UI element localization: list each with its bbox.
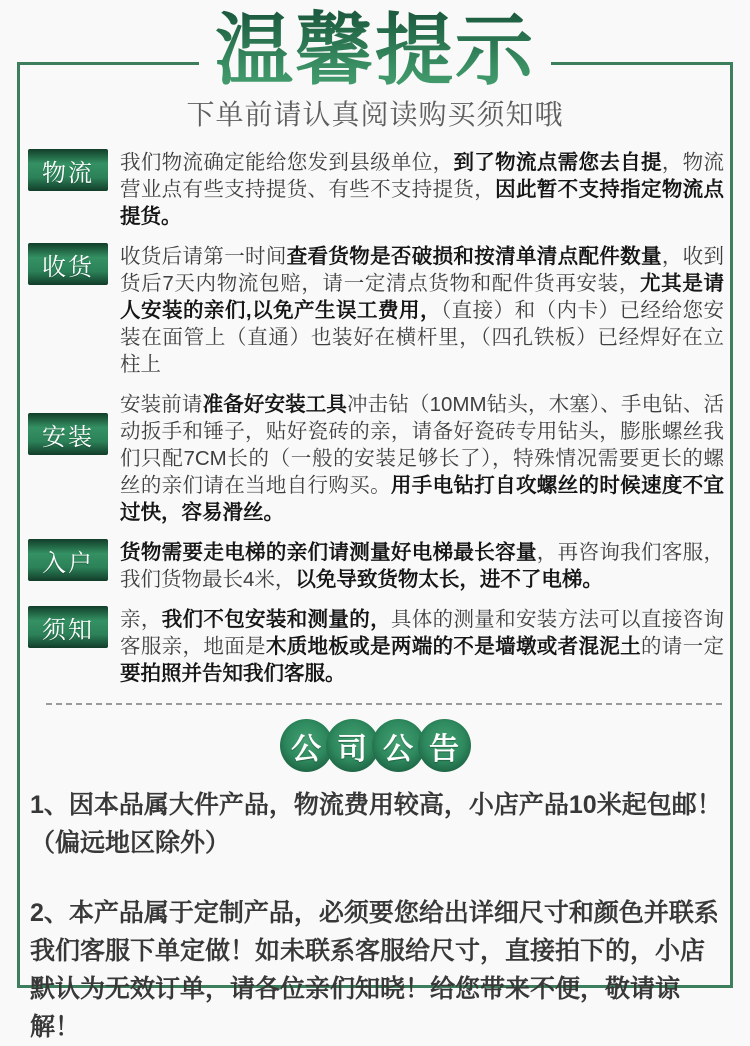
badge-circle-1: 公 <box>280 719 333 772</box>
section-text-logistics: 我们物流确定能给您发到县级单位，到了物流点需您去自提，物流营业点有些支持提货、有些不支持提货，因此暂不支持指定物流点提货。 <box>120 151 725 229</box>
section-label-installation: 安装 <box>28 413 108 455</box>
section-text-installation: 安装前请准备好安装工具冲击钻（10MM钻头，木塞）、手电钻、活动扳手和锤子，贴好瓷砖的亲，请备好瓷砖专用钻头，膨胀螺丝我们只配7CM长的（一般的安装足够长了），特殊情况需要更长的螺丝的亲们请在当地自行购买。用手电钻打自攻螺丝的时候速度不宜过快，容易滑丝。 <box>120 393 725 525</box>
section-label-receiving: 收货 <box>28 243 108 285</box>
announcement-paragraph-1-line-1: 1、因本品属大件产品，物流费用较高，小店产品10米起包邮！ <box>30 791 722 820</box>
page-title-wrap <box>199 8 551 92</box>
section-text-notice: 亲，我们不包安装和测量的，具体的测量和安装方法可以直接咨询客服亲，地面是木质地板或是两端的不是墙墩或者混泥土的请一定要拍照并告知我们客服。 <box>120 608 725 686</box>
section-notice <box>28 606 724 687</box>
section-text-receiving: 收货后请第一时间查看货物是否破损和按清单清点配件数量，收到货后7天内物流包赔，请一定清点货物和配件货再安装，尤其是请人安装的亲们,以免产生误工费用，（直接）和（内卡）已经给您安装在面管上（直通）也装好在横杆里，（四孔铁板）已经焊好在立柱上 <box>120 245 725 377</box>
badge-circle-3: 公 <box>372 719 425 772</box>
page-subtitle: 下单前请认真阅读购买须知哦 <box>186 99 564 131</box>
header <box>0 0 750 133</box>
announcement-paragraph-1-line-2: （偏远地区除外） <box>30 829 231 858</box>
section-logistics <box>28 149 724 230</box>
section-label-notice: 须知 <box>28 606 108 648</box>
section-label-logistics: 物流 <box>28 149 108 191</box>
section-installation <box>28 391 724 526</box>
section-text-home-entry: 货物需要走电梯的亲们请测量好电梯最长容量，再咨询我们客服，我们货物最长4米，以免导致货物太长，进不了电梯。 <box>120 541 725 592</box>
announcement-section <box>0 772 750 1046</box>
badge-circle-2: 司 <box>326 719 379 772</box>
section-home-entry <box>28 539 724 593</box>
announcement-paragraph-2: 2、本产品属于定制产品，必须要您给出详细尺寸和颜色并联系我们客服下单定做！如未联系客服给尺寸，直接拍下的，小店默认为无效订单，请各位亲们知晓！给您带来不便，敬请谅解！ <box>30 899 719 1042</box>
dashed-divider <box>46 703 722 705</box>
section-label-home-entry: 入户 <box>28 539 108 581</box>
page-title: 温馨提示 <box>214 6 535 94</box>
section-receiving <box>28 243 724 378</box>
notice-sections <box>0 133 750 687</box>
company-announcement-badge <box>0 719 750 772</box>
badge-circle-4: 告 <box>418 719 471 772</box>
